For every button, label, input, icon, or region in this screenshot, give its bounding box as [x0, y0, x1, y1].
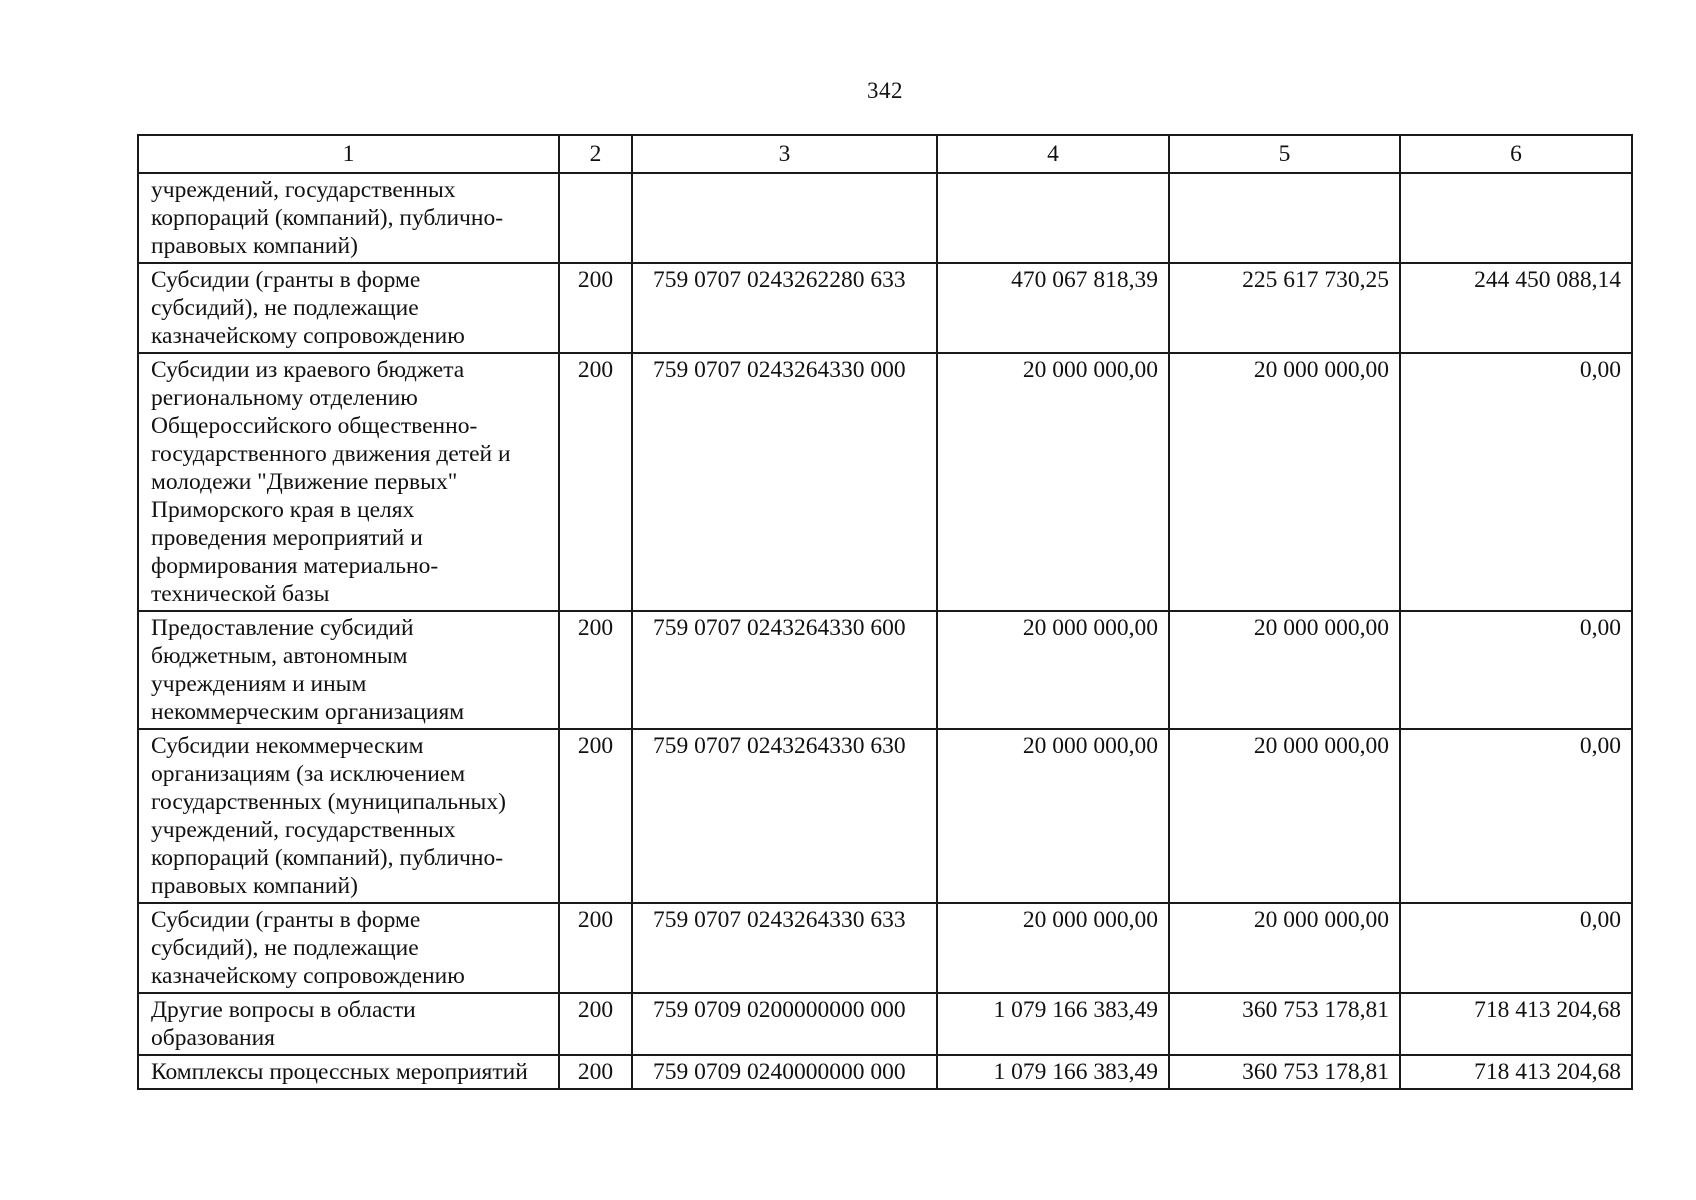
section-cell: 200 [559, 611, 632, 729]
section-cell: 200 [559, 353, 632, 611]
amount-cell-col5 [1169, 173, 1400, 263]
budget-code-cell: 759 0709 0240000000 000 [632, 1055, 937, 1089]
row-name-line: Другие вопросы в области [151, 997, 416, 1023]
amount-cell-col6: 718 413 204,68 [1400, 993, 1632, 1055]
section-cell: 200 [559, 993, 632, 1055]
row-name-line: региональному отделению [151, 385, 418, 411]
row-name-line: субсидий), не подлежащие [151, 935, 419, 961]
row-name-cell [138, 1055, 559, 1089]
row-name-line: Предоставление субсидий [151, 615, 414, 641]
amount-cell-col5: 225 617 730,25 [1169, 263, 1400, 353]
table-row [138, 729, 1632, 903]
amount-cell-col6: 718 413 204,68 [1400, 1055, 1632, 1089]
section-cell: 200 [559, 263, 632, 353]
row-name-line: Субсидии (гранты в форме [151, 907, 421, 933]
amount-cell-col4: 20 000 000,00 [937, 353, 1169, 611]
row-name-line: технической базы [151, 581, 330, 607]
row-name-cell [138, 611, 559, 729]
budget-code-cell [632, 173, 937, 263]
row-name-line: правовых компаний) [151, 873, 358, 899]
row-name-cell [138, 263, 559, 353]
row-name-line: некоммерческим организациям [151, 699, 465, 725]
budget-code-cell: 759 0707 0243264330 633 [632, 903, 937, 993]
row-name-line: Субсидии (гранты в форме [151, 267, 421, 293]
table-body [138, 173, 1632, 1089]
table-row [138, 611, 1632, 729]
amount-cell-col4: 20 000 000,00 [937, 611, 1169, 729]
section-cell: 200 [559, 1055, 632, 1089]
row-name-line: проведения мероприятий и [151, 525, 423, 551]
amount-cell-col4: 20 000 000,00 [937, 903, 1169, 993]
column-header: 3 [632, 135, 937, 173]
row-name-cell [138, 173, 559, 263]
row-name-cell [138, 993, 559, 1055]
amount-cell-col5: 20 000 000,00 [1169, 903, 1400, 993]
column-header: 6 [1400, 135, 1632, 173]
amount-cell-col5: 360 753 178,81 [1169, 993, 1400, 1055]
page-number: 342 [867, 78, 903, 103]
budget-code-cell: 759 0707 0243264330 000 [632, 353, 937, 611]
budget-code-cell: 759 0709 0200000000 000 [632, 993, 937, 1055]
table-row [138, 263, 1632, 353]
row-name-line: корпораций (компаний), публично- [151, 845, 504, 871]
amount-cell-col5: 360 753 178,81 [1169, 1055, 1400, 1089]
column-header: 5 [1169, 135, 1400, 173]
amount-cell-col4: 470 067 818,39 [937, 263, 1169, 353]
row-name-line: Общероссийского общественно- [151, 413, 478, 439]
amount-cell-col5: 20 000 000,00 [1169, 353, 1400, 611]
row-name-line: казначейскому сопровождению [151, 963, 465, 989]
row-name-line: субсидий), не подлежащие [151, 295, 419, 321]
amount-cell-col6 [1400, 173, 1632, 263]
row-name-line: учреждений, государственных [151, 177, 456, 203]
row-name-cell [138, 353, 559, 611]
budget-code-cell: 759 0707 0243264330 600 [632, 611, 937, 729]
amount-cell-col4 [937, 173, 1169, 263]
amount-cell-col6: 244 450 088,14 [1400, 263, 1632, 353]
table-row [138, 903, 1632, 993]
column-header: 2 [559, 135, 632, 173]
amount-cell-col6: 0,00 [1400, 729, 1632, 903]
row-name-line: учреждениям и иным [151, 671, 367, 697]
row-name-cell [138, 903, 559, 993]
amount-cell-col6: 0,00 [1400, 903, 1632, 993]
budget-code-cell: 759 0707 0243262280 633 [632, 263, 937, 353]
row-name-line: Приморского края в целях [151, 497, 415, 523]
row-name-line: государственных (муниципальных) [151, 789, 506, 815]
table-row [138, 173, 1632, 263]
row-name-line: государственного движения детей и [151, 441, 511, 467]
amount-cell-col4: 20 000 000,00 [937, 729, 1169, 903]
amount-cell-col4: 1 079 166 383,49 [937, 993, 1169, 1055]
section-cell: 200 [559, 729, 632, 903]
row-name-line: казначейскому сопровождению [151, 323, 465, 349]
column-header: 4 [937, 135, 1169, 173]
row-name-line: Комплексы процессных мероприятий [151, 1059, 528, 1085]
budget-table [137, 134, 1633, 1090]
amount-cell-col4: 1 079 166 383,49 [937, 1055, 1169, 1089]
section-cell: 200 [559, 903, 632, 993]
budget-code-cell: 759 0707 0243264330 630 [632, 729, 937, 903]
section-cell [559, 173, 632, 263]
row-name-line: корпораций (компаний), публично- [151, 205, 504, 231]
row-name-line: учреждений, государственных [151, 817, 456, 843]
row-name-cell [138, 729, 559, 903]
amount-cell-col6: 0,00 [1400, 353, 1632, 611]
row-name-line: правовых компаний) [151, 233, 358, 259]
row-name-line: Субсидии из краевого бюджета [151, 357, 465, 383]
table-row [138, 993, 1632, 1055]
amount-cell-col6: 0,00 [1400, 611, 1632, 729]
table-header-row [138, 135, 1632, 173]
row-name-line: бюджетным, автономным [151, 643, 408, 669]
row-name-line: образования [151, 1025, 275, 1051]
row-name-line: Субсидии некоммерческим [151, 733, 424, 759]
amount-cell-col5: 20 000 000,00 [1169, 611, 1400, 729]
table-row [138, 353, 1632, 611]
row-name-line: молодежи "Движение первых" [151, 469, 458, 495]
column-header: 1 [138, 135, 559, 173]
row-name-line: формирования материально- [151, 553, 439, 579]
row-name-line: организациям (за исключением [151, 761, 466, 787]
table-row [138, 1055, 1632, 1089]
amount-cell-col5: 20 000 000,00 [1169, 729, 1400, 903]
